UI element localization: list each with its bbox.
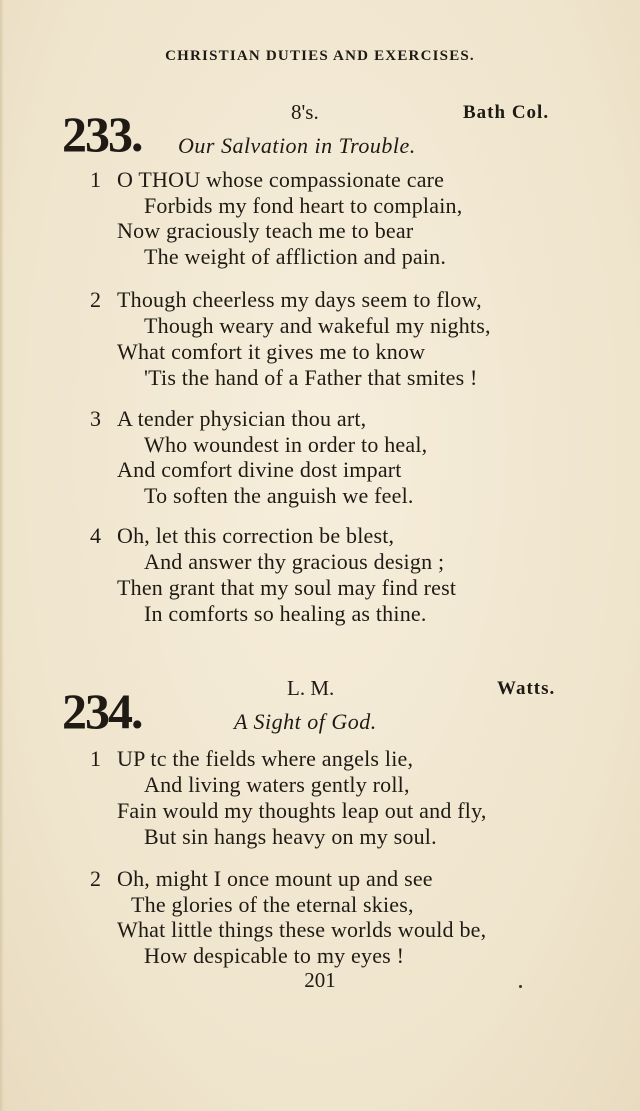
verse-number: 2 <box>90 287 101 312</box>
verse-line: Though cheerless my days seem to flow, <box>117 287 482 312</box>
verse-line: And answer thy gracious design ; <box>144 549 445 574</box>
verse-line: Oh, let this correction be blest, <box>117 523 395 548</box>
verse-line: Oh, might I once mount up and see <box>117 866 433 891</box>
verse-number: 2 <box>90 866 101 891</box>
verse-line: But sin hangs heavy on my soul. <box>144 824 437 849</box>
verse-line: Who woundest in order to heal, <box>144 432 428 457</box>
page-number: 201 <box>304 968 336 992</box>
hymn-tune: Bath Col. <box>463 102 550 123</box>
verse-line: The glories of the eternal skies, <box>131 892 414 917</box>
verse-number: 1 <box>90 167 101 192</box>
verse-number: 1 <box>90 746 101 771</box>
hymn-meter: L. M. <box>287 676 335 700</box>
verse-line: What little things these worlds would be, <box>117 917 487 942</box>
hymn-title: A Sight of God. <box>234 709 377 734</box>
verse-line: A tender physician thou art, <box>117 406 367 431</box>
verse-line: 'Tis the hand of a Father that smites ! <box>144 365 478 390</box>
verse-line: How despicable to my eyes ! <box>144 943 405 968</box>
verse-line: Forbids my fond heart to complain, <box>144 193 463 218</box>
hymn-number: 234. <box>62 683 142 739</box>
verse-line: To soften the anguish we feel. <box>144 483 414 508</box>
verse-line: UP tc the fields where angels lie, <box>117 746 414 771</box>
verse-line: Then grant that my soul may find rest <box>117 575 457 600</box>
ink-speck <box>519 985 522 988</box>
verse-line: Now graciously teach me to bear <box>117 218 414 243</box>
verse-line: What comfort it gives me to know <box>117 339 426 364</box>
verse-line: O THOU whose compassionate care <box>117 167 445 192</box>
verse-number: 4 <box>90 523 101 548</box>
hymn-tune: Watts. <box>497 678 556 699</box>
verse-line: And comfort divine dost impart <box>117 457 402 482</box>
running-head: CHRISTIAN DUTIES AND EXERCISES. <box>165 48 475 64</box>
verse-number: 3 <box>90 406 101 431</box>
page-edge-shadow <box>0 0 4 1111</box>
hymn-title: Our Salvation in Trouble. <box>178 133 416 158</box>
verse-line: Though weary and wakeful my nights, <box>144 313 491 338</box>
verse-line: In comforts so healing as thine. <box>144 601 427 626</box>
verse-line: The weight of affliction and pain. <box>144 244 447 269</box>
hymn-meter: 8's. <box>291 100 319 124</box>
hymn-number: 233. <box>62 106 142 162</box>
verse-line: And living waters gently roll, <box>144 772 410 797</box>
verse-line: Fain would my thoughts leap out and fly, <box>117 798 487 823</box>
